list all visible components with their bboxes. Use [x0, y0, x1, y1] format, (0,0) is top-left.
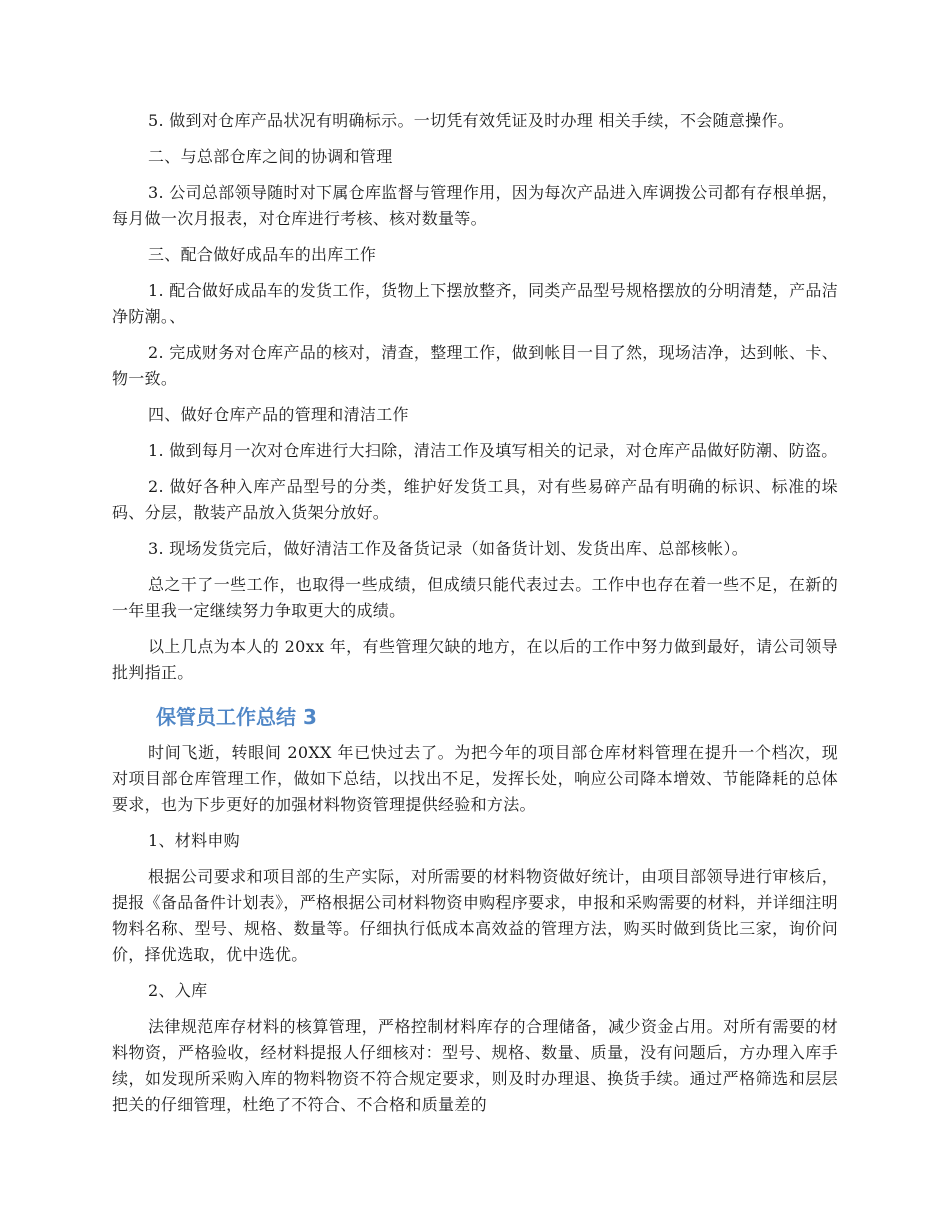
paragraph-inbound: 法律规范库存材料的核算管理，严格控制材料库存的合理储备，减少资金占用。对所有需要的材料物资，严格验收，经材料提报人仔细核对：型号、规格、数量、质量，没有问题后，方办理入库手续，如发现所采购入库的物料物资不符合规定要求，则及时办理退、换货手续。通过严格筛选和层层把关的仔细管理，杜绝了不符合、不合格和质量差的 — [112, 1017, 838, 1114]
paragraph-item-3-headquarters: 3. 公司总部领导随时对下属仓库监督与管理作用，因为每次产品进入库调拨公司都有存根单据，每月做一次月报表，对仓库进行考核、核对数量等。 — [112, 183, 838, 228]
paragraph-item-3-records: 3. 现场发货完后，做好清洁工作及备货记录（如备货计划、发货出库、总部核帐）。 — [148, 539, 749, 558]
document-body — [112, 108, 838, 1128]
subheading-inbound: 2、入库 — [148, 981, 208, 1000]
paragraph-item-1-shipping: 1. 配合做好成品车的发货工作，货物上下摆放整齐，同类产品型号规格摆放的分明清楚，产品洁净防潮。、 — [112, 281, 838, 326]
subheading-purchase: 1、材料申购 — [148, 831, 240, 850]
paragraph-intro: 时间飞逝，转眼间 20XX 年已快过去了。为把今年的项目部仓库材料管理在提升一个档次，现对项目部仓库管理工作，做如下总结，以找出不足，发挥长处，响应公司降本增效、节能降耗的总体要求，也为下步更好的加强材料物资管理提供经验和方法。 — [112, 743, 838, 814]
paragraph-purchase: 根据公司要求和项目部的生产实际，对所需要的材料物资做好统计，由项目部领导进行审核后，提报《备品备件计划表》，严格根据公司材料物资申购程序要求，申报和采购需要的材料，并详细注明物料名称、型号、规格、数量等。仔细执行低成本高效益的管理方法，购买时做到货比三家，询价问价，择优选取，优中选优。 — [112, 867, 838, 964]
paragraph-closing: 以上几点为本人的 20xx 年，有些管理欠缺的地方，在以后的工作中努力做到最好，请公司领导批判指正。 — [112, 637, 838, 682]
paragraph-item-2-classification: 2. 做好各种入库产品型号的分类，维护好发货工具，对有些易碎产品有明确的标识、标准的垛码、分层，散装产品放入货架分放好。 — [112, 477, 838, 522]
paragraph-item-1-cleaning: 1. 做到每月一次对仓库进行大扫除，清洁工作及填写相关的记录，对仓库产品做好防潮、防盗。 — [148, 441, 838, 460]
subheading-coordination: 二、与总部仓库之间的协调和管理 — [148, 147, 393, 166]
subheading-cleaning: 四、做好仓库产品的管理和清洁工作 — [148, 405, 409, 424]
paragraph-summary: 总之干了一些工作，也取得一些成绩，但成绩只能代表过去。工作中也存在着一些不足，在新的一年里我一定继续努力争取更大的成绩。 — [112, 575, 838, 620]
section-title: 保管员工作总结 3 — [156, 705, 317, 729]
paragraph-item-2-finance: 2. 完成财务对仓库产品的核对，清查，整理工作，做到帐目一目了然，现场洁净，达到帐、卡、物一致。 — [112, 343, 838, 388]
subheading-outbound: 三、配合做好成品车的出库工作 — [148, 245, 377, 264]
paragraph-item-5: 5. 做到对仓库产品状况有明确标示。一切凭有效凭证及时办理 相关手续，不会随意操作。 — [148, 111, 795, 130]
